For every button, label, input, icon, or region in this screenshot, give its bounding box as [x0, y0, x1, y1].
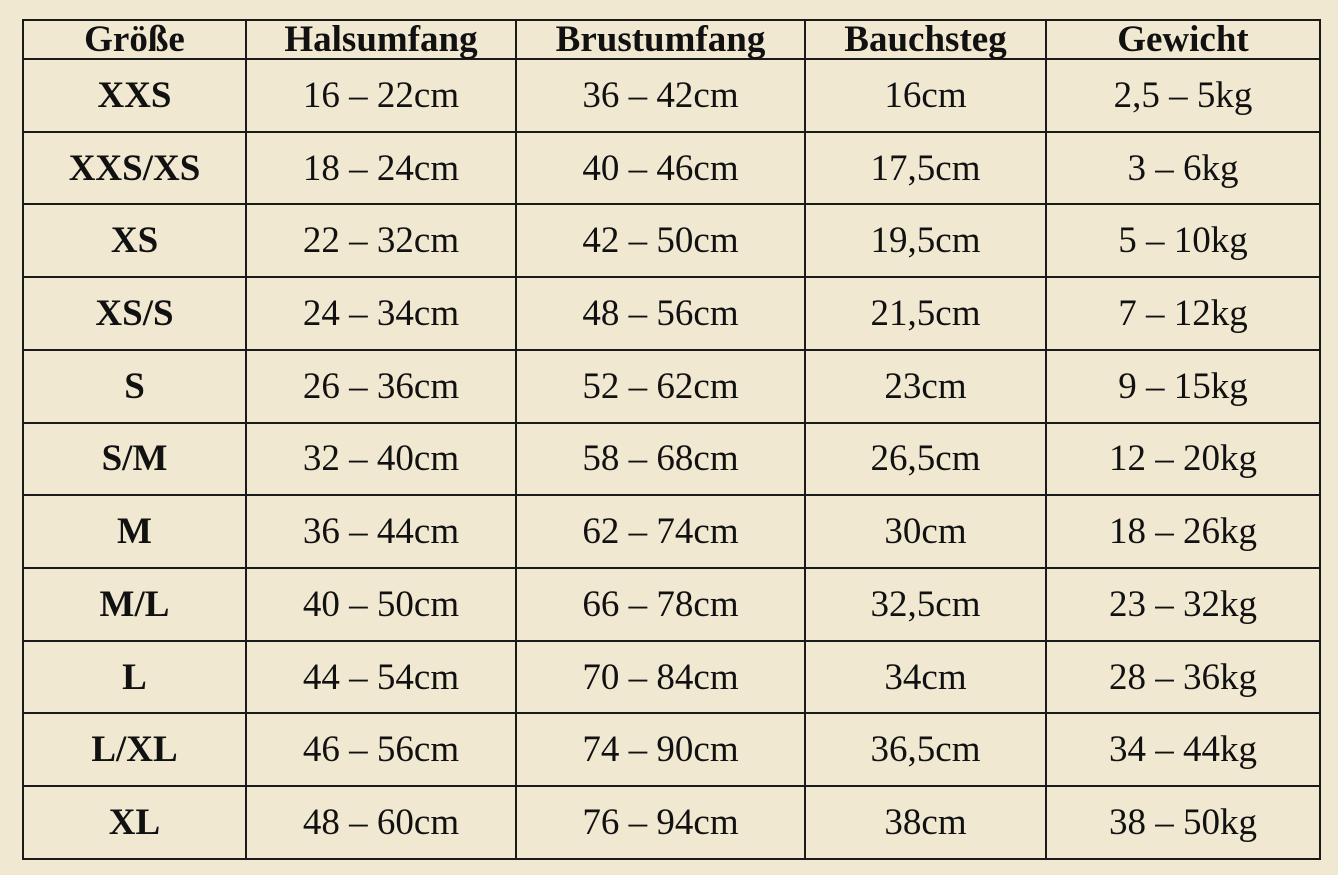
weight-cell: 12 – 20kg [1046, 423, 1320, 496]
belly-strap-cell: 36,5cm [805, 713, 1046, 786]
size-cell: S/M [23, 423, 246, 496]
neck-cell: 16 – 22cm [246, 59, 516, 132]
chest-cell: 74 – 90cm [516, 713, 805, 786]
table-row [23, 641, 1320, 714]
chest-cell: 42 – 50cm [516, 204, 805, 277]
table-row [23, 786, 1320, 859]
weight-cell: 28 – 36kg [1046, 641, 1320, 714]
belly-strap-cell: 23cm [805, 350, 1046, 423]
table-row [23, 132, 1320, 205]
table-row [23, 423, 1320, 496]
table-row [23, 59, 1320, 132]
neck-cell: 40 – 50cm [246, 568, 516, 641]
belly-strap-cell: 17,5cm [805, 132, 1046, 205]
belly-strap-cell: 34cm [805, 641, 1046, 714]
size-cell: XS/S [23, 277, 246, 350]
chest-cell: 66 – 78cm [516, 568, 805, 641]
size-cell: XXS [23, 59, 246, 132]
chest-cell: 52 – 62cm [516, 350, 805, 423]
size-cell: XXS/XS [23, 132, 246, 205]
weight-cell: 18 – 26kg [1046, 495, 1320, 568]
header-chest-circumference: Brustumfang [516, 20, 805, 59]
chest-cell: 76 – 94cm [516, 786, 805, 859]
chest-cell: 58 – 68cm [516, 423, 805, 496]
size-cell: XL [23, 786, 246, 859]
header-row [23, 20, 1320, 59]
weight-cell: 2,5 – 5kg [1046, 59, 1320, 132]
belly-strap-cell: 32,5cm [805, 568, 1046, 641]
size-chart-table [22, 19, 1321, 860]
weight-cell: 9 – 15kg [1046, 350, 1320, 423]
belly-strap-cell: 19,5cm [805, 204, 1046, 277]
neck-cell: 32 – 40cm [246, 423, 516, 496]
neck-cell: 18 – 24cm [246, 132, 516, 205]
belly-strap-cell: 21,5cm [805, 277, 1046, 350]
table-body [23, 59, 1320, 859]
weight-cell: 34 – 44kg [1046, 713, 1320, 786]
table-row [23, 204, 1320, 277]
header-belly-strap: Bauchsteg [805, 20, 1046, 59]
chest-cell: 62 – 74cm [516, 495, 805, 568]
belly-strap-cell: 38cm [805, 786, 1046, 859]
weight-cell: 7 – 12kg [1046, 277, 1320, 350]
table-header [23, 20, 1320, 59]
size-cell: S [23, 350, 246, 423]
chest-cell: 48 – 56cm [516, 277, 805, 350]
size-cell: M [23, 495, 246, 568]
table-row [23, 495, 1320, 568]
header-size: Größe [23, 20, 246, 59]
belly-strap-cell: 30cm [805, 495, 1046, 568]
weight-cell: 3 – 6kg [1046, 132, 1320, 205]
neck-cell: 26 – 36cm [246, 350, 516, 423]
belly-strap-cell: 16cm [805, 59, 1046, 132]
size-cell: L/XL [23, 713, 246, 786]
table-row [23, 277, 1320, 350]
size-cell: M/L [23, 568, 246, 641]
weight-cell: 38 – 50kg [1046, 786, 1320, 859]
neck-cell: 36 – 44cm [246, 495, 516, 568]
table-row [23, 568, 1320, 641]
chest-cell: 36 – 42cm [516, 59, 805, 132]
chest-cell: 40 – 46cm [516, 132, 805, 205]
table-row [23, 350, 1320, 423]
header-neck-circumference: Halsumfang [246, 20, 516, 59]
neck-cell: 24 – 34cm [246, 277, 516, 350]
neck-cell: 48 – 60cm [246, 786, 516, 859]
table-row [23, 713, 1320, 786]
size-cell: XS [23, 204, 246, 277]
weight-cell: 23 – 32kg [1046, 568, 1320, 641]
chest-cell: 70 – 84cm [516, 641, 805, 714]
size-cell: L [23, 641, 246, 714]
neck-cell: 44 – 54cm [246, 641, 516, 714]
neck-cell: 22 – 32cm [246, 204, 516, 277]
weight-cell: 5 – 10kg [1046, 204, 1320, 277]
header-weight: Gewicht [1046, 20, 1320, 59]
neck-cell: 46 – 56cm [246, 713, 516, 786]
belly-strap-cell: 26,5cm [805, 423, 1046, 496]
